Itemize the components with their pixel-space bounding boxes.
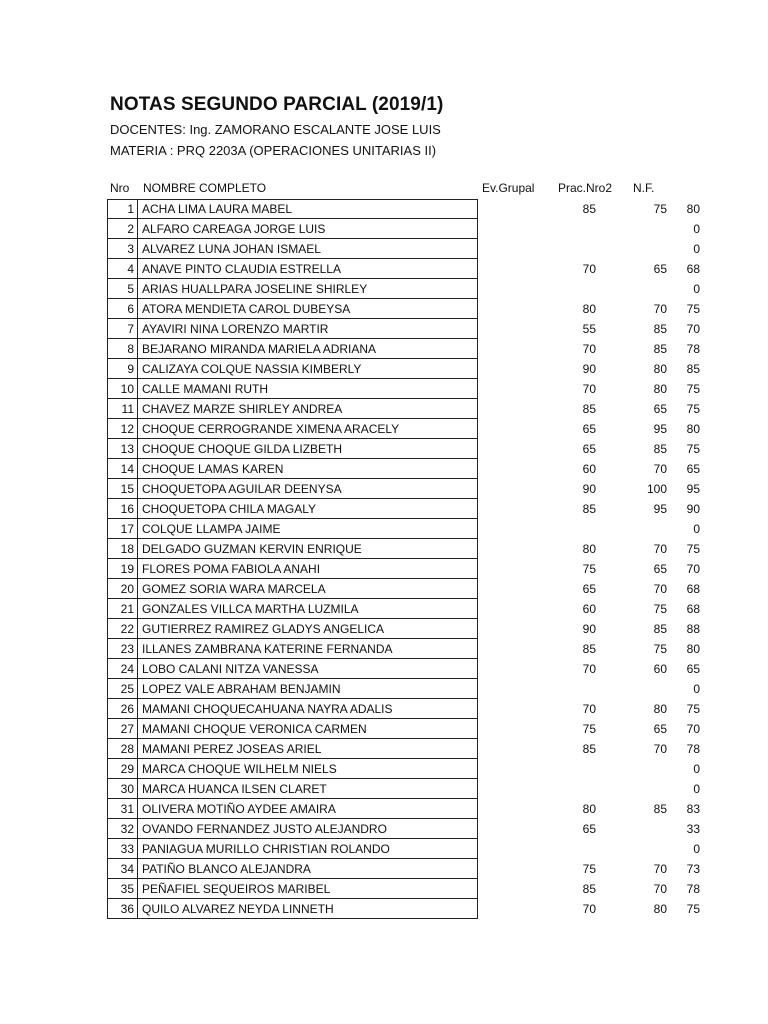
cell-nro: 9 [127, 362, 134, 376]
column-header-nro: Nro [110, 181, 130, 195]
cell-nro: 19 [120, 562, 134, 576]
column-divider [137, 659, 138, 679]
cell-nro: 12 [120, 422, 134, 436]
cell-nota-final: 70 [686, 722, 700, 736]
cell-nota-final: 78 [686, 342, 700, 356]
cell-name: QUILO ALVAREZ NEYDA LINNETH [142, 902, 334, 916]
column-divider [137, 839, 138, 859]
cell-ev-grupal: 75 [582, 562, 596, 576]
table-row [107, 519, 707, 539]
cell-nro: 33 [120, 842, 134, 856]
cell-ev-grupal: 85 [582, 742, 596, 756]
table-row [107, 279, 707, 299]
cell-name: CHOQUE LAMAS KAREN [142, 462, 284, 476]
cell-name: OVANDO FERNANDEZ JUSTO ALEJANDRO [142, 822, 387, 836]
cell-name: DELGADO GUZMAN KERVIN ENRIQUE [142, 542, 362, 556]
cell-nota-final: 80 [686, 642, 700, 656]
cell-nro: 5 [127, 282, 134, 296]
cell-prac-nro2: 80 [653, 382, 667, 396]
cell-ev-grupal: 70 [582, 342, 596, 356]
cell-name: ATORA MENDIETA CAROL DUBEYSA [142, 302, 351, 316]
table-row [107, 319, 707, 339]
column-divider [137, 699, 138, 719]
table-row [107, 399, 707, 419]
cell-nota-final: 33 [686, 822, 700, 836]
column-divider [137, 319, 138, 339]
cell-name: PATIÑO BLANCO ALEJANDRA [142, 862, 311, 876]
column-divider [137, 259, 138, 279]
cell-name: MAMANI CHOQUECAHUANA NAYRA ADALIS [142, 702, 393, 716]
table-row [107, 379, 707, 399]
cell-ev-grupal: 70 [582, 902, 596, 916]
cell-ev-grupal: 85 [582, 402, 596, 416]
column-divider [137, 519, 138, 539]
cell-nota-final: 75 [686, 442, 700, 456]
cell-prac-nro2: 65 [653, 402, 667, 416]
table-row [107, 879, 707, 899]
column-header-prac-nro2: Prac.Nro2 [558, 181, 613, 195]
table-row [107, 699, 707, 719]
cell-nro: 22 [120, 622, 134, 636]
cell-name: MAMANI PEREZ JOSEAS ARIEL [142, 742, 322, 756]
cell-ev-grupal: 70 [582, 702, 596, 716]
cell-name: GUTIERREZ RAMIREZ GLADYS ANGELICA [142, 622, 385, 636]
cell-nota-final: 65 [686, 662, 700, 676]
cell-nota-final: 95 [686, 482, 700, 496]
cell-nro: 30 [120, 782, 134, 796]
cell-prac-nro2: 75 [653, 202, 667, 216]
column-divider [137, 339, 138, 359]
cell-ev-grupal: 80 [582, 302, 596, 316]
cell-nro: 1 [127, 202, 134, 216]
cell-ev-grupal: 75 [582, 862, 596, 876]
table-row [107, 759, 707, 779]
cell-prac-nro2: 65 [653, 562, 667, 576]
table-row [107, 539, 707, 559]
cell-name: CHOQUE CERROGRANDE XIMENA ARACELY [142, 422, 400, 436]
column-divider [137, 679, 138, 699]
cell-ev-grupal: 85 [582, 202, 596, 216]
cell-name: CALIZAYA COLQUE NASSIA KIMBERLY [142, 362, 362, 376]
cell-name: ANAVE PINTO CLAUDIA ESTRELLA [142, 262, 341, 276]
cell-ev-grupal: 90 [582, 622, 596, 636]
cell-nota-final: 88 [686, 622, 700, 636]
column-divider [137, 739, 138, 759]
cell-nota-final: 0 [693, 842, 700, 856]
table-row [107, 479, 707, 499]
cell-ev-grupal: 85 [582, 882, 596, 896]
cell-prac-nro2: 70 [653, 742, 667, 756]
cell-nota-final: 0 [693, 282, 700, 296]
cell-name: PANIAGUA MURILLO CHRISTIAN ROLANDO [142, 842, 390, 856]
cell-prac-nro2: 85 [653, 342, 667, 356]
cell-ev-grupal: 65 [582, 582, 596, 596]
table-row [107, 259, 707, 279]
cell-name: MAMANI CHOQUE VERONICA CARMEN [142, 722, 367, 736]
cell-prac-nro2: 70 [653, 882, 667, 896]
cell-nro: 29 [120, 762, 134, 776]
table-row [107, 619, 707, 639]
cell-prac-nro2: 85 [653, 802, 667, 816]
cell-nota-final: 83 [686, 802, 700, 816]
table-row [107, 219, 707, 239]
cell-nro: 3 [127, 242, 134, 256]
cell-nota-final: 0 [693, 762, 700, 776]
cell-nro: 36 [120, 902, 134, 916]
cell-ev-grupal: 90 [582, 362, 596, 376]
cell-nro: 31 [120, 802, 134, 816]
cell-nro: 15 [120, 482, 134, 496]
table-row [107, 559, 707, 579]
cell-nota-final: 0 [693, 222, 700, 236]
cell-prac-nro2: 85 [653, 322, 667, 336]
table-row [107, 499, 707, 519]
cell-nro: 34 [120, 862, 134, 876]
cell-prac-nro2: 75 [653, 642, 667, 656]
cell-nota-final: 80 [686, 422, 700, 436]
column-divider [137, 879, 138, 899]
cell-nro: 24 [120, 662, 134, 676]
cell-prac-nro2: 70 [653, 582, 667, 596]
column-divider [137, 199, 138, 219]
cell-name: MARCA CHOQUE WILHELM NIELS [142, 762, 337, 776]
cell-name: ACHA LIMA LAURA MABEL [142, 202, 293, 216]
cell-nota-final: 70 [686, 562, 700, 576]
cell-nota-final: 85 [686, 362, 700, 376]
cell-nro: 26 [120, 702, 134, 716]
cell-nro: 10 [120, 382, 134, 396]
cell-nota-final: 0 [693, 242, 700, 256]
column-divider [137, 219, 138, 239]
table-row [107, 239, 707, 259]
cell-nota-final: 90 [686, 502, 700, 516]
column-divider [137, 639, 138, 659]
cell-nro: 14 [120, 462, 134, 476]
cell-name: AYAVIRI NINA LORENZO MARTIR [142, 322, 329, 336]
cell-nota-final: 75 [686, 902, 700, 916]
cell-prac-nro2: 75 [653, 602, 667, 616]
cell-ev-grupal: 80 [582, 542, 596, 556]
column-divider [137, 359, 138, 379]
cell-nro: 17 [120, 522, 134, 536]
cell-nro: 4 [127, 262, 134, 276]
cell-ev-grupal: 65 [582, 422, 596, 436]
cell-name: ALFARO CAREAGA JORGE LUIS [142, 222, 326, 236]
column-divider [137, 439, 138, 459]
column-divider [137, 779, 138, 799]
cell-nota-final: 75 [686, 402, 700, 416]
cell-ev-grupal: 85 [582, 642, 596, 656]
column-divider [137, 899, 138, 919]
cell-nota-final: 78 [686, 742, 700, 756]
cell-nro: 13 [120, 442, 134, 456]
column-header-name: NOMBRE COMPLETO [143, 181, 267, 195]
column-divider [137, 579, 138, 599]
column-divider [137, 799, 138, 819]
table-row [107, 819, 707, 839]
cell-name: COLQUE LLAMPA JAIME [142, 522, 281, 536]
column-header-ev-grupal: Ev.Grupal [482, 181, 535, 195]
cell-prac-nro2: 70 [653, 542, 667, 556]
column-divider [137, 619, 138, 639]
cell-ev-grupal: 70 [582, 382, 596, 396]
cell-nro: 25 [120, 682, 134, 696]
cell-nro: 6 [127, 302, 134, 316]
table-row [107, 339, 707, 359]
cell-nota-final: 0 [693, 782, 700, 796]
cell-name: LOPEZ VALE ABRAHAM BENJAMIN [142, 682, 341, 696]
cell-name: GOMEZ SORIA WARA MARCELA [142, 582, 326, 596]
column-divider [137, 599, 138, 619]
cell-name: ILLANES ZAMBRANA KATERINE FERNANDA [142, 642, 393, 656]
cell-ev-grupal: 75 [582, 722, 596, 736]
column-divider [137, 539, 138, 559]
table-row [107, 419, 707, 439]
column-divider [137, 299, 138, 319]
column-header-nota-final: N.F. [633, 181, 655, 195]
cell-name: CHOQUETOPA AGUILAR DEENYSA [142, 482, 342, 496]
table-row [107, 439, 707, 459]
cell-nro: 7 [127, 322, 134, 336]
cell-prac-nro2: 80 [653, 902, 667, 916]
cell-prac-nro2: 70 [653, 302, 667, 316]
cell-name: ALVAREZ LUNA JOHAN ISMAEL [142, 242, 321, 256]
cell-nota-final: 78 [686, 882, 700, 896]
cell-nota-final: 75 [686, 302, 700, 316]
table-row [107, 899, 707, 919]
cell-ev-grupal: 55 [582, 322, 596, 336]
column-divider [137, 419, 138, 439]
cell-nro: 21 [120, 602, 134, 616]
column-divider [137, 399, 138, 419]
cell-prac-nro2: 95 [653, 502, 667, 516]
cell-nro: 27 [120, 722, 134, 736]
table-row [107, 779, 707, 799]
cell-nro: 28 [120, 742, 134, 756]
cell-name: BEJARANO MIRANDA MARIELA ADRIANA [142, 342, 377, 356]
cell-prac-nro2: 85 [653, 622, 667, 636]
table-row [107, 299, 707, 319]
cell-name: CHAVEZ MARZE SHIRLEY ANDREA [142, 402, 343, 416]
cell-name: OLIVERA MOTIÑO AYDEE AMAIRA [142, 802, 336, 816]
cell-nro: 8 [127, 342, 134, 356]
table-row [107, 459, 707, 479]
column-divider [137, 819, 138, 839]
table-row [107, 799, 707, 819]
table-row [107, 199, 707, 219]
table-row [107, 859, 707, 879]
docentes-line: DOCENTES: Ing. ZAMORANO ESCALANTE JOSE LUIS [110, 122, 441, 137]
cell-prac-nro2: 85 [653, 442, 667, 456]
cell-nro: 11 [121, 402, 134, 416]
column-divider [137, 479, 138, 499]
cell-name: FLORES POMA FABIOLA ANAHI [142, 562, 321, 576]
cell-nro: 23 [120, 642, 134, 656]
column-divider [137, 759, 138, 779]
cell-ev-grupal: 70 [582, 662, 596, 676]
cell-nota-final: 68 [686, 602, 700, 616]
cell-name: CALLE MAMANI RUTH [142, 382, 269, 396]
cell-nro: 2 [127, 222, 134, 236]
column-divider [137, 279, 138, 299]
cell-prac-nro2: 65 [653, 262, 667, 276]
cell-nota-final: 65 [686, 462, 700, 476]
cell-prac-nro2: 100 [646, 482, 667, 496]
cell-name: ARIAS HUALLPARA JOSELINE SHIRLEY [142, 282, 368, 296]
table-row [107, 659, 707, 679]
cell-nro: 16 [120, 502, 134, 516]
table-row [107, 599, 707, 619]
cell-nota-final: 75 [686, 542, 700, 556]
cell-ev-grupal: 65 [582, 442, 596, 456]
cell-ev-grupal: 85 [582, 502, 596, 516]
cell-prac-nro2: 60 [653, 662, 667, 676]
table-row [107, 639, 707, 659]
cell-name: LOBO CALANI NITZA VANESSA [142, 662, 319, 676]
page-title: NOTAS SEGUNDO PARCIAL (2019/1) [110, 94, 444, 115]
column-divider [137, 239, 138, 259]
column-divider [137, 559, 138, 579]
cell-nota-final: 75 [686, 702, 700, 716]
cell-nota-final: 68 [686, 262, 700, 276]
cell-ev-grupal: 80 [582, 802, 596, 816]
materia-line: MATERIA : PRQ 2203A (OPERACIONES UNITARIAS II) [110, 143, 437, 158]
cell-prac-nro2: 65 [653, 722, 667, 736]
cell-nota-final: 73 [686, 862, 700, 876]
cell-nro: 18 [120, 542, 134, 556]
cell-prac-nro2: 95 [653, 422, 667, 436]
cell-nota-final: 80 [686, 202, 700, 216]
cell-prac-nro2: 70 [653, 462, 667, 476]
cell-nro: 20 [120, 582, 134, 596]
table-row [107, 679, 707, 699]
cell-nota-final: 70 [686, 322, 700, 336]
cell-nota-final: 0 [693, 522, 700, 536]
cell-name: GONZALES VILLCA MARTHA LUZMILA [142, 602, 359, 616]
column-divider [137, 499, 138, 519]
table-row [107, 839, 707, 859]
cell-name: MARCA HUANCA ILSEN CLARET [142, 782, 327, 796]
column-divider [137, 459, 138, 479]
column-divider [137, 859, 138, 879]
cell-ev-grupal: 70 [582, 262, 596, 276]
column-divider [137, 379, 138, 399]
table-row [107, 719, 707, 739]
cell-name: CHOQUE CHOQUE GILDA LIZBETH [142, 442, 343, 456]
cell-prac-nro2: 70 [653, 862, 667, 876]
cell-ev-grupal: 60 [582, 462, 596, 476]
cell-nro: 35 [120, 882, 134, 896]
cell-name: PEÑAFIEL SEQUEIROS MARIBEL [142, 882, 331, 896]
cell-ev-grupal: 65 [582, 822, 596, 836]
table-row [107, 359, 707, 379]
table-row [107, 579, 707, 599]
cell-ev-grupal: 90 [582, 482, 596, 496]
cell-name: CHOQUETOPA CHILA MAGALY [142, 502, 317, 516]
cell-prac-nro2: 80 [653, 362, 667, 376]
cell-nro: 32 [120, 822, 134, 836]
cell-prac-nro2: 80 [653, 702, 667, 716]
cell-nota-final: 68 [686, 582, 700, 596]
cell-nota-final: 0 [693, 682, 700, 696]
cell-ev-grupal: 60 [582, 602, 596, 616]
column-divider [137, 719, 138, 739]
cell-nota-final: 75 [686, 382, 700, 396]
table-row [107, 739, 707, 759]
